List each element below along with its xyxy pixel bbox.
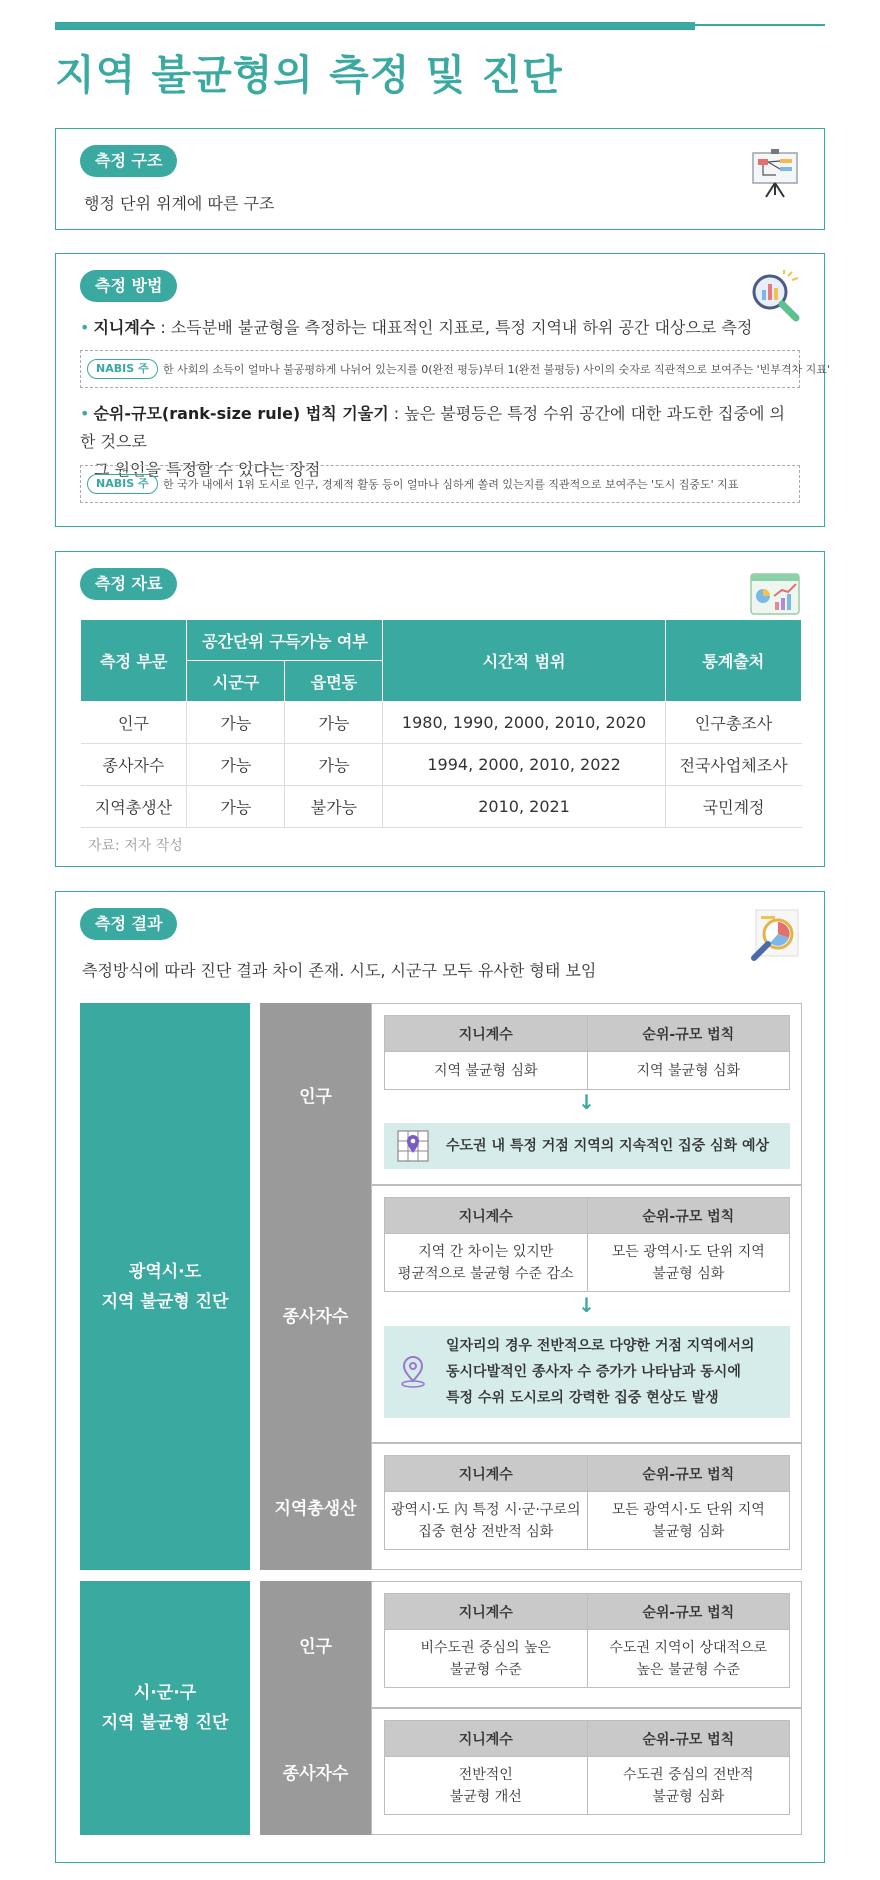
category-population: 인구 xyxy=(260,1581,371,1708)
rank-line1: 모든 광역시·도 단위 지역 xyxy=(611,1243,765,1260)
measurement-results-card xyxy=(55,891,825,1863)
nabis-tag: NABIS 주 xyxy=(87,474,158,494)
callout-text: 수도권 내 특정 거점 지역의 지속적인 집중 심화 예상 xyxy=(446,1138,769,1154)
col-rank-size: 순위-규모 법칙 xyxy=(587,1594,790,1630)
col-gini: 지니계수 xyxy=(385,1198,588,1234)
presentation-board-icon xyxy=(748,145,802,199)
category-employees: 종사자수 xyxy=(260,1708,371,1835)
col-gini: 지니계수 xyxy=(385,1016,588,1052)
rank-result: 지역 불균형 심화 xyxy=(587,1052,790,1090)
down-arrow-icon: ↓ xyxy=(578,1090,595,1114)
section-label: 측정 자료 xyxy=(80,568,177,600)
table-cell: 가능 xyxy=(187,702,285,744)
bullet-dot: • xyxy=(80,318,90,337)
method-desc-line2: 그 원인을 특정할 수 있다는 장점 xyxy=(94,460,321,479)
data-report-icon xyxy=(748,568,802,622)
table-cell: 지역총생산 xyxy=(81,786,187,828)
gini-line1: 지역 간 차이는 있지만 xyxy=(418,1243,554,1260)
rank-line1: 수도권 지역이 상대적으로 xyxy=(609,1639,768,1656)
section-label: 측정 결과 xyxy=(80,908,177,940)
results-description: 측정방식에 따라 진단 결과 차이 존재. 시도, 시군구 모두 유사한 형태 보임 xyxy=(82,961,597,980)
region-line1: 광역시·도 xyxy=(128,1261,202,1282)
rank-result xyxy=(587,1492,790,1550)
header-source: 통계출처 xyxy=(665,620,801,702)
note-text: 한 국가 내에서 1위 도시로 인구, 경제적 활동 등이 얼마나 심하게 쏠려 있는지를 직관적으로 보여주는 '도시 집중도' 지표 xyxy=(163,478,739,491)
table-cell: 1980, 1990, 2000, 2010, 2020 xyxy=(383,702,665,744)
rank-result xyxy=(587,1757,790,1815)
region-metro xyxy=(80,1003,250,1570)
header-sigungu: 시군구 xyxy=(187,661,285,702)
gini-line1: 비수도권 중심의 높은 xyxy=(420,1639,552,1656)
bullet-dot: • xyxy=(80,404,90,423)
table-row xyxy=(81,702,802,744)
category-population: 인구 xyxy=(260,1003,371,1185)
col-rank-size: 순위-규모 법칙 xyxy=(587,1198,790,1234)
rank-line2: 높은 불균형 수준 xyxy=(636,1661,741,1678)
map-pin-grid-icon xyxy=(396,1129,430,1163)
result-block-metro-population xyxy=(371,1003,802,1185)
callout-line3: 특정 수위 도시로의 강력한 집중 현상도 발생 xyxy=(446,1390,719,1406)
table-cell: 인구 xyxy=(81,702,187,744)
table-cell: 1994, 2000, 2010, 2022 xyxy=(383,744,665,786)
table-cell: 가능 xyxy=(187,786,285,828)
rank-result xyxy=(587,1234,790,1292)
callout-line2: 동시다발적인 종사자 수 증가가 나타남과 동시에 xyxy=(446,1364,741,1380)
method-desc: : 소득분배 불균형을 측정하는 대표적인 지표로, 특정 지역내 하위 공간 대상으로 측정 xyxy=(155,318,753,337)
header-time: 시간적 범위 xyxy=(383,620,665,702)
col-gini: 지니계수 xyxy=(385,1456,588,1492)
gini-result: 지역 불균형 심화 xyxy=(385,1052,588,1090)
result-block-sigungu-employees xyxy=(371,1708,802,1835)
gini-result xyxy=(385,1757,588,1815)
source-note: 자료: 저자 작성 xyxy=(88,838,183,854)
table-cell: 2010, 2021 xyxy=(383,786,665,828)
callout-line1: 일자리의 경우 전반적으로 다양한 거점 지역에서의 xyxy=(446,1338,755,1354)
method-desc: : 높은 불평등은 특정 수위 공간에 대한 과도한 집중에 의한 것으로 xyxy=(80,404,785,451)
measurement-structure-card xyxy=(55,128,825,230)
result-mini-table xyxy=(384,1197,790,1292)
magnifier-pie-icon xyxy=(748,908,802,962)
method-item-gini xyxy=(80,314,800,342)
title-bar-thin xyxy=(695,24,825,26)
table-cell: 종사자수 xyxy=(81,744,187,786)
gini-line1: 광역시·도 內 특정 시·군·구로의 xyxy=(391,1501,581,1518)
gini-line2: 불균형 수준 xyxy=(449,1661,522,1678)
col-gini: 지니계수 xyxy=(385,1721,588,1757)
rank-line2: 불균형 심화 xyxy=(652,1523,725,1540)
gini-result xyxy=(385,1630,588,1688)
measurement-data-card xyxy=(55,551,825,867)
method-note-gini xyxy=(80,350,830,388)
gini-result xyxy=(385,1234,588,1292)
gini-line1: 전반적인 xyxy=(458,1766,513,1783)
table-cell: 불가능 xyxy=(285,786,383,828)
result-mini-table xyxy=(384,1720,790,1815)
result-block-metro-employees xyxy=(371,1185,802,1443)
gini-line2: 불균형 개선 xyxy=(449,1788,522,1805)
rank-line2: 불균형 심화 xyxy=(652,1788,725,1805)
rank-line1: 수도권 중심의 전반적 xyxy=(622,1766,754,1783)
location-pin-icon xyxy=(396,1355,430,1389)
result-block-metro-grdp xyxy=(371,1443,802,1570)
header-sector: 측정 부문 xyxy=(81,620,187,702)
gini-line2: 평균적으로 불균형 수준 감소 xyxy=(397,1265,574,1282)
callout-text xyxy=(446,1333,754,1411)
category-employees: 종사자수 xyxy=(260,1185,371,1443)
method-name: 순위-규모(rank-size rule) 법칙 기울기 xyxy=(93,404,389,423)
col-rank-size: 순위-규모 법칙 xyxy=(587,1016,790,1052)
category-grdp: 지역총생산 xyxy=(260,1443,371,1570)
measurement-method-card xyxy=(55,253,830,527)
result-mini-table xyxy=(384,1455,790,1550)
rank-result xyxy=(587,1630,790,1688)
table-cell: 국민계정 xyxy=(665,786,801,828)
region-line1: 시·군·구 xyxy=(133,1683,197,1703)
title-decoration-bar xyxy=(55,22,825,30)
table-cell: 전국사업체조사 xyxy=(665,744,801,786)
table-cell: 가능 xyxy=(187,744,285,786)
method-note-rank-size xyxy=(80,465,800,503)
col-rank-size: 순위-규모 법칙 xyxy=(587,1456,790,1492)
result-mini-table xyxy=(384,1015,790,1090)
header-eupmyeondong: 읍면동 xyxy=(285,661,383,702)
table-row xyxy=(81,744,802,786)
nabis-tag: NABIS 주 xyxy=(87,359,158,379)
table-cell: 가능 xyxy=(285,744,383,786)
down-arrow-icon: ↓ xyxy=(578,1293,595,1317)
col-gini: 지니계수 xyxy=(385,1594,588,1630)
table-cell: 인구총조사 xyxy=(665,702,801,744)
region-line2: 지역 불균형 진단 xyxy=(101,1291,229,1312)
section-label: 측정 방법 xyxy=(80,270,177,302)
rank-line1: 모든 광역시·도 단위 지역 xyxy=(611,1501,765,1518)
gini-result xyxy=(385,1492,588,1550)
table-row xyxy=(81,786,802,828)
page-title: 지역 불균형의 측정 및 진단 xyxy=(55,51,563,99)
table-cell: 가능 xyxy=(285,702,383,744)
region-line2: 지역 불균형 진단 xyxy=(101,1713,229,1733)
data-table xyxy=(80,619,802,828)
callout-metro-employees xyxy=(384,1326,790,1418)
result-mini-table xyxy=(384,1593,790,1688)
structure-description: 행정 단위 위계에 따른 구조 xyxy=(84,194,275,213)
header-availability: 공간단위 구득가능 여부 xyxy=(187,620,383,661)
rank-line2: 불균형 심화 xyxy=(652,1265,725,1282)
title-bar-thick xyxy=(55,22,695,30)
method-name: 지니계수 xyxy=(93,318,156,337)
gini-line2: 집중 현상 전반적 심화 xyxy=(418,1523,554,1540)
note-text: 한 사회의 소득이 얼마나 불공평하게 나뉘어 있는지를 0(완전 평등)부터 1(완전 불평등) 사이의 숫자로 직관적으로 보여주는 '빈부격차 지표' xyxy=(163,363,830,376)
section-label: 측정 구조 xyxy=(80,145,177,177)
result-block-sigungu-population xyxy=(371,1581,802,1708)
col-rank-size: 순위-규모 법칙 xyxy=(587,1721,790,1757)
region-sigungu xyxy=(80,1581,250,1835)
callout-metro-population xyxy=(384,1123,790,1169)
